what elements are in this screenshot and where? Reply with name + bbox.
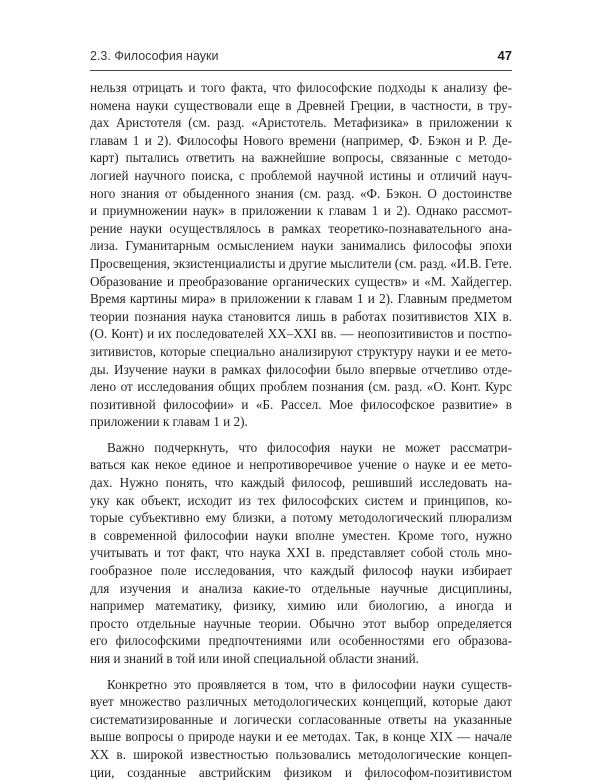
text-line: дах. Нужно понять, что каждый философ, решивший исследовать на- [90, 475, 512, 491]
paragraph-1 [90, 79, 512, 431]
text-line: карт) пытались ответить на важнейшие вопросы, связанные с методо- [90, 150, 512, 166]
text-line: учитывать и тот факт, что наука XXI в. представляет собой столь мно- [90, 545, 512, 561]
text-line: торые субъективно ему близки, а потому методологический плюрализм [90, 510, 512, 526]
text-line: теории познания наука становится лишь в работах позитивистов XIX в. [90, 308, 512, 324]
paragraph-3 [90, 676, 512, 781]
text-line: Просвещения, экзистенциалисты и другие мыслители (см. разд. «И.В. Гете. [90, 255, 512, 271]
text-line: в современной философии науки вполне уместен. Кроме того, нужно [90, 527, 512, 543]
text-line: например математику, физику, химию или биологию, а иногда и [90, 598, 512, 614]
text-line: (О. Конт) и их последователей XX–XXI вв. — неопозитивистов и постпо- [90, 326, 512, 342]
text-line: вует множество различных методологических концепций, которые дают [90, 694, 512, 710]
header-rule [90, 70, 512, 71]
text-line: дах Аристотеля (см. разд. «Аристотель. Метафизика» в приложении к [90, 115, 512, 131]
text-line: рение науки осуществлялось в рамках теоретико-познавательного ана- [90, 220, 512, 236]
text-line: ции, созданные австрийским физиком и философом-позитивистом [90, 764, 512, 780]
text-line: Конкретно это проявляется в том, что в философии науки существ- [107, 676, 512, 692]
text-line: гообразное поле исследования, что каждый философ науки избирает [90, 563, 512, 579]
text-line: Важно подчеркнуть, что философия науки не может рассматри- [107, 439, 512, 455]
text-line: его философскими предпочтениями или особенностями его образова- [90, 633, 512, 649]
text-line: логией научного поиска, с проблемой научной истины и отличий науч- [90, 167, 512, 183]
paragraph-2 [90, 439, 512, 668]
text-line: главам 1 и 2). Философы Нового времени (например, Ф. Бэкон и Р. Де- [90, 132, 512, 148]
text-line: номена науки существовали еще в Древней Греции, в частности, в тру- [90, 97, 512, 113]
text-line: XX в. широкой известностью пользовались методологические концеп- [90, 746, 512, 762]
text-line: нельзя отрицать и того факта, что философские подходы к анализу фе- [90, 80, 512, 95]
text-line: Образование и преобразование органических существ» и «М. Хайдеггер. [90, 273, 512, 289]
text-line: ваться как некое единое и непротиворечивое учение о науке и ее мето- [90, 457, 512, 473]
section-title: 2.3. Философия науки [90, 49, 219, 63]
text-line: лиза. Гуманитарным осмыслением науки занимались философы эпохи [90, 238, 512, 254]
text-line: ния и знаний в той или иной специальной области знаний. [90, 651, 419, 666]
text-line: лено от исследования общих проблем познания (см. разд. «О. Конт. Курс [90, 379, 512, 395]
text-line: позитивной философии» и «Б. Рассел. Мое философское развитие» в [90, 396, 512, 412]
running-header [90, 48, 512, 68]
text-line: Время картины мира» в приложении к главам 1 и 2). Главным предметом [90, 291, 512, 307]
text-line: выше вопросы о природе науки и ее методах. Так, в конце XIX — начале [90, 729, 512, 745]
text-line: и приумножении наук» в приложении к главам 1 и 2). Однако рассмот- [90, 203, 512, 219]
text-line: просто отдельные научные теории. Обычно этот выбор определяется [90, 615, 512, 631]
text-line: для изучения и анализа какие-то отдельные научные дисциплины, [90, 580, 512, 596]
text-line: систематизированные и логически согласованные ответы на указанные [90, 711, 512, 727]
text-line: ного знания от обыденного знания (см. разд. «Ф. Бэкон. О достоинстве [90, 185, 512, 201]
text-line: ды. Изучение науки в рамках философии было впервые отчетливо отде- [90, 361, 512, 377]
body-text [90, 79, 512, 781]
text-line: зитивистов, которые специально анализируют структуру науки и ее мето- [90, 343, 512, 359]
text-line: приложении к главам 1 и 2). [90, 414, 248, 430]
text-line: уку как объект, исходит из тех философских систем и принципов, ко- [90, 492, 512, 508]
page-number: 47 [497, 48, 512, 63]
